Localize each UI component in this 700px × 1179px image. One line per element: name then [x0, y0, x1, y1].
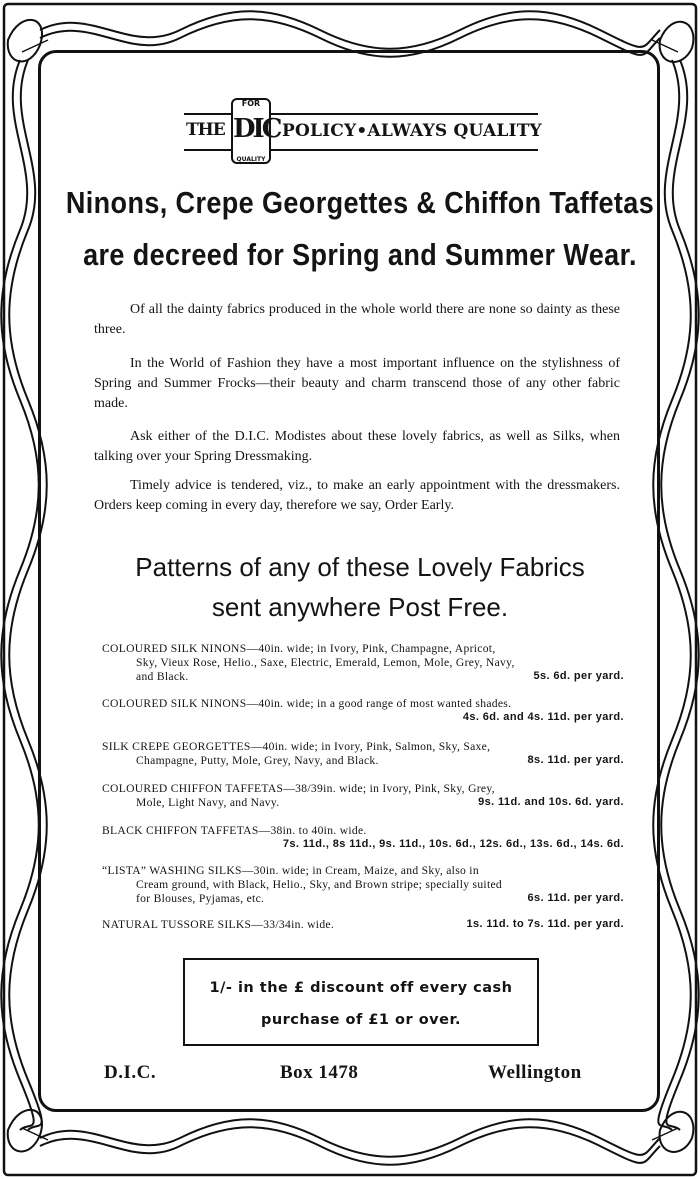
footer-box-number: Box 1478 [280, 1062, 359, 1083]
price-item-5 [102, 824, 624, 850]
paragraph-1: Of all the dainty fabrics produced in the whole world there are none so dainty as these three. [94, 302, 620, 337]
discount-box [183, 958, 539, 1046]
price-item-cont: Sky, Vieux Rose, Helio., Saxe, Electric, Emerald, Lemon, Mole, Grey, Navy, [136, 656, 515, 669]
price-item-text: BLACK CHIFFON TAFFETAS—38in. to 40in. wide. [102, 824, 367, 837]
price-item-1 [102, 642, 624, 684]
dic-policy-banner [178, 90, 544, 168]
price-item-3 [102, 740, 624, 768]
price-item-text: COLOURED SILK NINONS—40in. wide; in Ivory, Pink, Champagne, Apricot, [102, 642, 496, 655]
price-item-amount: 7s. 11d., 8s 11d., 9s. 11d., 10s. 6d., 12s. 6d., 13s. 6d., 14s. 6d. [282, 838, 624, 850]
price-item-amount: 1s. 11d. to 7s. 11d. per yard. [466, 918, 624, 930]
dic-monogram [231, 98, 280, 164]
price-item-7 [102, 918, 624, 932]
footer-dic: D.I.C. [104, 1062, 157, 1083]
price-item-amount: 6s. 11d. per yard. [527, 892, 624, 904]
price-item-text: COLOURED CHIFFON TAFFETAS—38/39in. wide; in Ivory, Pink, Sky, Grey, [102, 782, 495, 795]
price-item-amount: 9s. 11d. and 10s. 6d. yard. [478, 796, 624, 808]
paragraph-2: In the World of Fashion they have a most important influence on the stylishness of Spring and Summer Frocks—their beauty and charm transcend those of any other fabric made. [94, 356, 620, 411]
headline-line-1: Ninons, Crepe Georgettes & Chiffon Taffetas [65, 186, 655, 220]
price-item-cont2-text: for Blouses, Pyjamas, etc. [136, 892, 265, 905]
price-item-text: COLOURED SILK NINONS—40in. wide; in a good range of most wanted shades. [102, 697, 512, 710]
price-item-amount: 5s. 6d. per yard. [533, 670, 624, 682]
price-item-4 [102, 782, 624, 810]
paragraph-4: Timely advice is tendered, viz., to make an early appointment with the dressmakers. Orders keep coming in every day, therefore we say, Order Early. [94, 478, 620, 513]
price-item-cont-text: Mole, Light Navy, and Navy. [136, 796, 280, 809]
patterns-line-1: Patterns of any of these Lovely Fabrics [135, 552, 585, 582]
discount-line-1: 1/- in the £ discount off every cash [209, 980, 513, 996]
footer-wellington: Wellington [488, 1062, 582, 1083]
price-item-2 [102, 697, 624, 723]
banner-dic-letters: DIC [233, 114, 280, 144]
price-item-cont2 [102, 892, 624, 906]
price-item-text: SILK CREPE GEORGETTES—40in. wide; in Ivory, Pink, Salmon, Sky, Saxe, [102, 740, 491, 753]
price-item-cont2-text: and Black. [136, 670, 189, 683]
banner-the: THE [186, 120, 225, 140]
discount-line-2: purchase of £1 or over. [260, 1012, 462, 1028]
price-item-cont [102, 796, 624, 810]
price-item-cont2 [102, 670, 624, 684]
paragraph-3: Ask either of the D.I.C. Modistes about these lovely fabrics, as well as Silks, when talking over your Spring Dressmaking. [94, 429, 620, 464]
headline-line-2: are decreed for Spring and Summer Wear. [83, 238, 637, 272]
patterns-line-2: sent anywhere Post Free. [211, 592, 509, 622]
price-item-cont [102, 754, 624, 768]
price-item-cont: Cream ground, with Black, Helio., Sky, and Brown stripe; specially suited [136, 878, 503, 891]
price-item-cont-text: Champagne, Putty, Mole, Grey, Navy, and Black. [136, 754, 379, 767]
price-item-6 [102, 864, 624, 906]
price-item-amount: 4s. 6d. and 4s. 11d. per yard. [462, 711, 624, 723]
price-item-text: “LISTA” WASHING SILKS—30in. wide; in Cream, Maize, and Sky, also in [102, 864, 479, 877]
banner-policy-text: POLICY•ALWAYS QUALITY [282, 121, 542, 141]
banner-quality-small: QUALITY [236, 156, 266, 163]
banner-for: FOR [241, 99, 261, 108]
price-item-text: NATURAL TUSSORE SILKS—33/34in. wide. [102, 918, 335, 931]
price-item-amount: 8s. 11d. per yard. [527, 754, 624, 766]
